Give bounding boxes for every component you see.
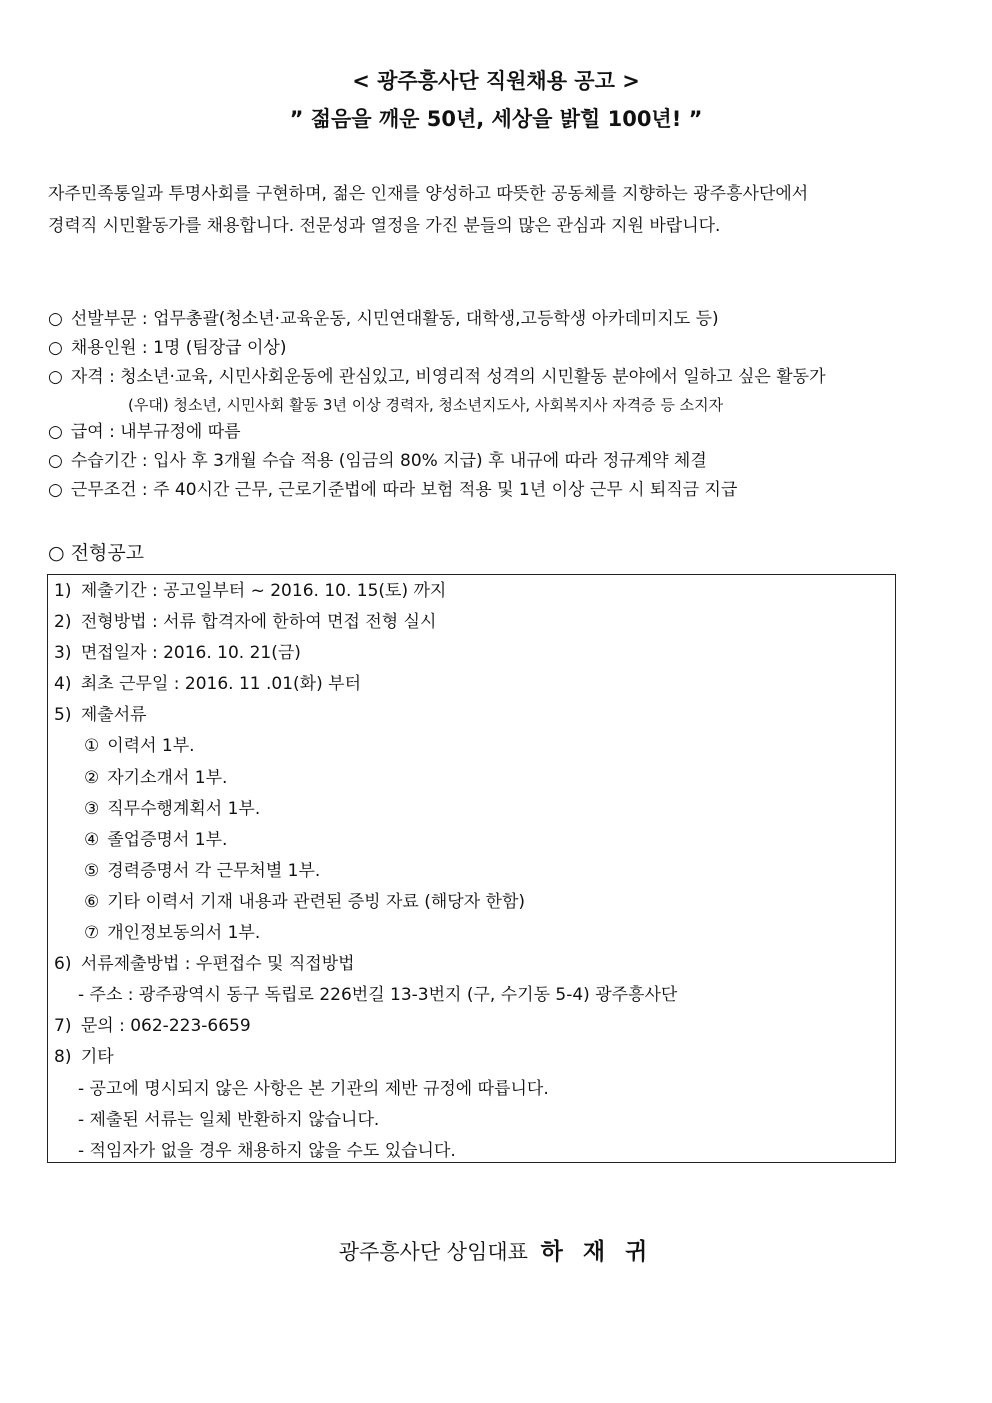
document-item (54, 731, 895, 762)
document-item (54, 918, 895, 949)
item-text: 기타 (80, 1047, 114, 1068)
item-text: 최초 근무일 : 2016. 11 .01(화) 부터 (80, 674, 361, 695)
document-text: 개인정보동의서 1부. (107, 923, 261, 944)
document-item (54, 887, 895, 918)
selection-item (54, 607, 895, 638)
condition-text: 근무조건 : 주 40시간 근무, 근로기준법에 따라 보험 적용 및 1년 이상 근무 시 퇴직금 지급 (70, 480, 738, 500)
bullet-icon: ○ (48, 451, 63, 471)
item-text: 서류제출방법 : 우편접수 및 직접방법 (80, 954, 355, 975)
selection-item (54, 1011, 895, 1042)
circled-number-icon: ⑥ (84, 891, 100, 912)
condition-text: 채용인원 : 1명 (팀장급 이상) (70, 338, 287, 358)
signature-block (0, 1236, 992, 1268)
selection-item (54, 1042, 895, 1073)
intro-line: 경력직 시민활동가를 채용합니다. 전문성과 열정을 가진 분들의 많은 관심과 지원 바랍니다. (48, 216, 721, 236)
document-item (54, 763, 895, 794)
document-text: 기타 이력서 기재 내용과 관련된 증빙 자료 (해당자 한함) (107, 891, 526, 912)
item-number: 5) (54, 705, 72, 726)
item-text: 면접일자 : 2016. 10. 21(금) (80, 643, 301, 664)
condition-item (48, 447, 944, 476)
document-text: 경력증명서 각 근무처별 1부. (107, 860, 321, 881)
document-item (54, 794, 895, 825)
item-text: 제출기간 : 공고일부터 ~ 2016. 10. 15(토) 까지 (80, 581, 447, 601)
selection-item (54, 669, 895, 700)
condition-item (48, 363, 944, 392)
bullet-icon: ○ (48, 367, 63, 387)
qualification-preference: (우대) 청소년, 시민사회 활동 3년 이상 경력자, 청소년지도사, 사회복지사 자격증 등 소지자 (128, 396, 724, 414)
signature-org: 광주흥사단 상임대표 (338, 1240, 528, 1264)
signature-name: 하 재 귀 (540, 1239, 654, 1265)
document-text: 이력서 1부. (107, 736, 195, 757)
circled-number-icon: ② (84, 767, 100, 788)
circled-number-icon: ③ (84, 798, 100, 819)
bullet-icon: ○ (48, 338, 63, 358)
item-text: 전형방법 : 서류 합격자에 한하여 면접 전형 실시 (80, 612, 437, 633)
note-line: - 공고에 명시되지 않은 사항은 본 기관의 제반 규정에 따릅니다. (78, 1078, 549, 1099)
bullet-icon: ○ (48, 309, 63, 329)
circled-number-icon: ⑦ (84, 923, 100, 944)
note-line: - 적임자가 없을 경우 채용하지 않을 수도 있습니다. (78, 1140, 456, 1161)
intro-paragraph (48, 178, 944, 242)
selection-heading: ○ 전형공고 (48, 542, 145, 564)
address-line: - 주소 : 광주광역시 동구 독립로 226번길 13-3번지 (구, 수기동 5-4) 광주흥사단 (78, 985, 678, 1006)
item-number: 3) (54, 643, 72, 664)
condition-text: 급여 : 내부규정에 따름 (70, 422, 241, 442)
document-text: 졸업증명서 1부. (107, 829, 228, 850)
contact-text: 문의 : 062-223-6659 (80, 1016, 251, 1037)
condition-item (48, 476, 944, 505)
item-text: 제출서류 (80, 705, 147, 726)
document-item (54, 825, 895, 856)
document-item (54, 856, 895, 887)
bullet-icon: ○ (48, 422, 63, 442)
condition-item (48, 334, 944, 363)
selection-box (47, 574, 896, 1163)
circled-number-icon: ⑤ (84, 860, 100, 881)
note-line: - 제출된 서류는 일체 반환하지 않습니다. (78, 1109, 380, 1130)
condition-text: 수습기간 : 입사 후 3개월 수습 적용 (임금의 80% 지급) 후 내규에 따라 정규계약 체결 (70, 451, 707, 471)
condition-text: 자격 : 청소년·교육, 시민사회운동에 관심있고, 비영리적 성격의 시민활동 분야에서 일하고 싶은 활동가 (70, 367, 826, 387)
selection-item (54, 638, 895, 669)
selection-item (54, 700, 895, 731)
document-title: < 광주흥사단 직원채용 공고 > (352, 69, 640, 93)
item-number: 7) (54, 1016, 72, 1037)
item-number: 4) (54, 674, 72, 695)
conditions-list (48, 305, 944, 505)
condition-item (48, 305, 944, 334)
item-number: 8) (54, 1047, 72, 1068)
document-text: 자기소개서 1부. (107, 767, 228, 788)
intro-line: 자주민족통일과 투명사회를 구현하며, 젊은 인재를 양성하고 따뜻한 공동체를 지향하는 광주흥사단에서 (48, 184, 809, 204)
document-slogan: ” 젊음을 깨운 50년, 세상을 밝힐 100년! ” (289, 107, 703, 131)
document-text: 직무수행계획서 1부. (107, 798, 261, 819)
item-number: 1) (54, 581, 72, 601)
circled-number-icon: ① (84, 736, 100, 757)
condition-item (48, 418, 944, 447)
bullet-icon: ○ (48, 480, 63, 500)
selection-item (54, 949, 895, 980)
item-number: 2) (54, 612, 72, 633)
item-number: 6) (54, 954, 72, 975)
selection-item (54, 576, 895, 607)
circled-number-icon: ④ (84, 829, 100, 850)
condition-text: 선발부문 : 업무총괄(청소년·교육운동, 시민연대활동, 대학생,고등학생 아카데미지도 등) (70, 309, 719, 329)
